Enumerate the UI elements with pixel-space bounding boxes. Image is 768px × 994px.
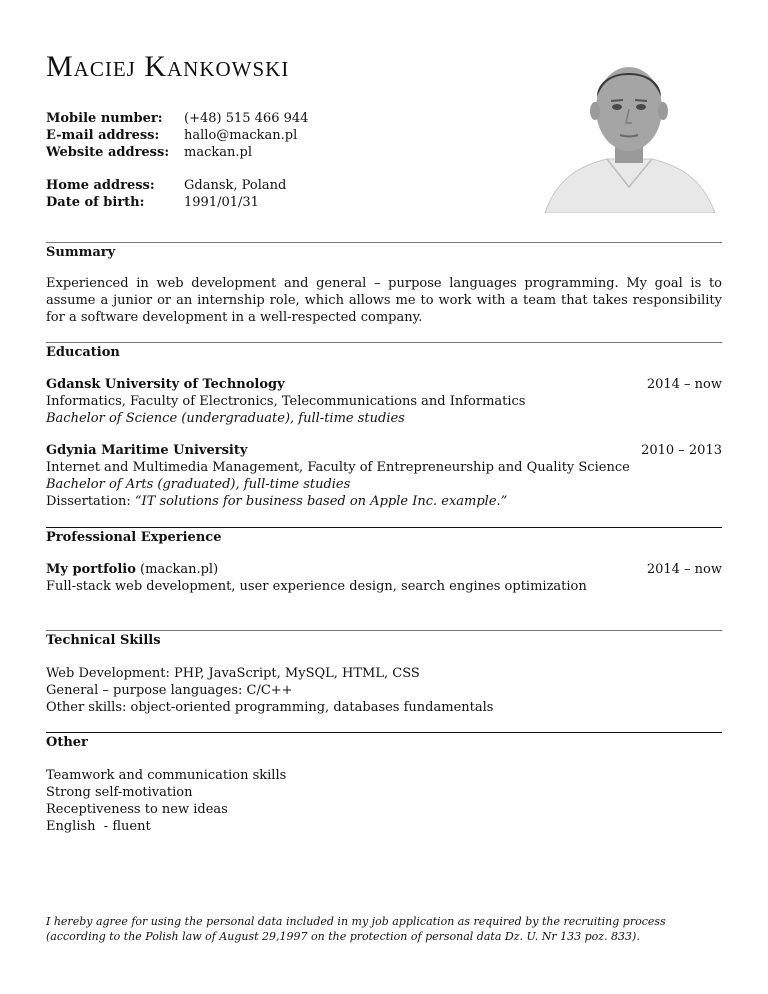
experience-role: My portfolio [46, 562, 136, 577]
contact-block [46, 110, 308, 161]
school-name: Gdynia Maritime University [46, 443, 248, 458]
other-item: Receptiveness to new ideas [46, 802, 228, 817]
experience-heading [46, 561, 722, 578]
portrait-illustration [537, 47, 722, 213]
experience-section [46, 527, 722, 595]
contact-row-email [46, 127, 308, 144]
contact-value: mackan.pl [184, 145, 252, 160]
degree: Bachelor of Arts (graduated), full-time studies [46, 477, 351, 492]
contact-label: Mobile number: [46, 111, 163, 126]
contact-value: hallo@mackan.pl [184, 128, 298, 143]
consent-line: (according to the Polish law of August 29,1997 on the protection of personal data Dz. U. Nr 133 poz. 833). [46, 930, 640, 943]
personal-value: Gdansk, Poland [184, 178, 287, 193]
section-title: Technical Skills [46, 633, 161, 648]
profile-photo [537, 47, 722, 213]
other-section [46, 732, 722, 835]
experience-entry [46, 561, 722, 595]
contact-row-website [46, 144, 308, 161]
contact-row-mobile [46, 110, 308, 127]
section-title: Professional Experience [46, 530, 222, 545]
entry-date: 2014 – now [646, 377, 722, 392]
entry-date: 2014 – now [646, 562, 722, 577]
other-item: Strong self-motivation [46, 785, 193, 800]
skills-section [46, 630, 722, 716]
degree: Bachelor of Science (undergraduate), full-time studies [46, 411, 405, 426]
personal-row-address [46, 177, 286, 194]
consent-clause [46, 914, 736, 944]
personal-block [46, 177, 286, 211]
personal-row-birth [46, 194, 286, 211]
experience-description: Full-stack web development, user experience design, search engines optimization [46, 579, 587, 594]
other-item: English - fluent [46, 819, 151, 834]
school-name: Gdansk University of Technology [46, 377, 285, 392]
education-section [46, 342, 722, 510]
education-entry [46, 376, 722, 427]
consent-line: I hereby agree for using the personal data included in my job application as required by the recruiting process [46, 915, 666, 928]
study-field: Internet and Multimedia Management, Faculty of Entrepreneurship and Quality Science [46, 460, 630, 475]
personal-label: Home address: [46, 178, 155, 193]
contact-value: (+48) 515 466 944 [184, 111, 309, 126]
education-entry [46, 442, 722, 510]
other-list [46, 767, 722, 835]
candidate-name: Maciej Kankowski [46, 50, 290, 83]
skill-item: Other skills: object-oriented programming, databases fundamentals [46, 700, 494, 715]
dissertation-label: Dissertation: [46, 494, 135, 509]
summary-text: Experienced in web development and general – purpose languages programming. My goal is to assume a junior or an internship role, which allows me to work with a team that takes responsibility for a software development in a well-respected company. [46, 276, 722, 325]
personal-value: 1991/01/31 [184, 195, 259, 210]
other-item: Teamwork and communication skills [46, 768, 287, 783]
dissertation [46, 493, 722, 510]
skill-item: General – purpose languages: C/C++ [46, 683, 293, 698]
study-field: Informatics, Faculty of Electronics, Telecommunications and Informatics [46, 394, 526, 409]
entry-date: 2010 – 2013 [641, 443, 722, 458]
section-title: Education [46, 345, 120, 360]
skills-list [46, 665, 722, 716]
summary-section [46, 242, 722, 326]
personal-label: Date of birth: [46, 195, 145, 210]
experience-site: (mackan.pl) [135, 562, 219, 577]
skill-item: Web Development: PHP, JavaScript, MySQL, HTML, CSS [46, 666, 420, 681]
section-title: Other [46, 735, 88, 750]
contact-label: Website address: [46, 145, 170, 160]
dissertation-title: “IT solutions for business based on Apple Inc. example.” [134, 494, 508, 509]
section-title: Summary [46, 245, 116, 260]
contact-label: E-mail address: [46, 128, 160, 143]
